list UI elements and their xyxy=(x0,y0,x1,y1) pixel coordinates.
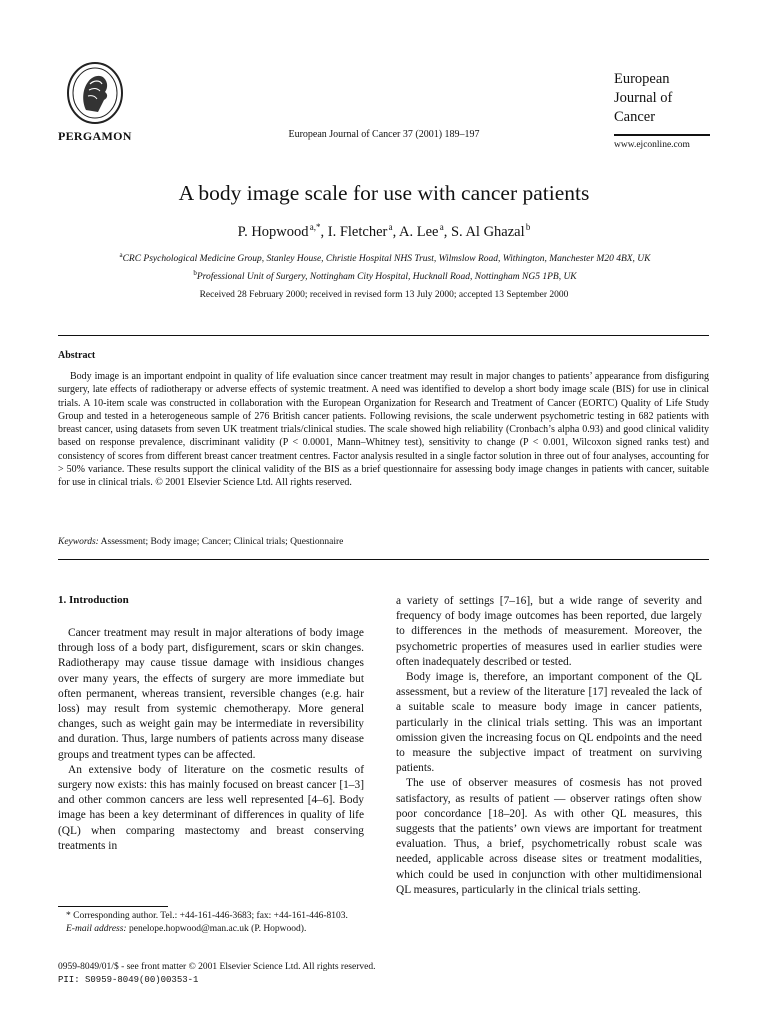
journal-name xyxy=(614,70,714,127)
journal-url[interactable]: www.ejconline.com xyxy=(614,140,690,150)
journal-citation: European Journal of Cancer 37 (2001) 189–197 xyxy=(288,129,480,140)
page-footer xyxy=(58,961,375,987)
right-column xyxy=(396,594,702,898)
author-marks: b xyxy=(525,222,531,232)
paragraph: The use of observer measures of cosmesis has not proved satisfactory, as results of patient — observer ratings often show poor concordance [18–20]. As with other QL measures, this suggests that the patients’ own views are important for treatment evaluation. Thus, a brief, psychometrically robust scale was needed, applicable across disease sites or treatment modalities, which could be used in conjunction with other multidimensional QL measures, particularly in the clinical trials setting. xyxy=(396,777,702,896)
author-marks: a xyxy=(439,222,444,232)
keywords-list: Assessment; Body image; Cancer; Clinical trials; Questionnaire xyxy=(100,537,344,547)
corresponding-author: * Corresponding author. Tel.: +44-161-446-3683; fax: +44-161-446-8103. xyxy=(66,911,348,921)
pii-line: PII: S0959-8049(00)00353-1 xyxy=(58,975,199,985)
keywords xyxy=(58,537,343,547)
paragraph: An extensive body of literature on the cosmetic results of surgery now exists: this has mainly focused on breast cancer [1–3] and other common cancers are less well represented [4–6]. Body image has been a key determinant of differences in quality of life (QL) when comparing mastectomy and breast conserving treatments in xyxy=(58,763,364,852)
paragraph: Body image is, therefore, an important component of the QL assessment, but a review of the literature [17] revealed the lack of a suitable scale to measure body image in cancer patients, particularly in the clinical trials setting. This was an important omission given the increasing focus on QL endpoints and the need to measure the subjective impact of treatment on surviving patients. xyxy=(396,671,702,775)
affiliation-text: Professional Unit of Surgery, Nottingham City Hospital, Hucknall Road, Nottingham NG5 1PB, UK xyxy=(196,271,577,282)
affiliation-text: CRC Psychological Medicine Group, Stanley House, Christie Hospital NHS Trust, Wilmslow Road, Withington, Manchester M20 4BX, UK xyxy=(122,254,651,265)
email-address[interactable]: penelope.hopwood@man.ac.uk (P. Hopwood). xyxy=(128,924,307,934)
keywords-label: Keywords: xyxy=(58,537,99,547)
journal-line: Cancer xyxy=(614,109,656,125)
copyright-line: 0959-8049/01/$ - see front matter © 2001 Elsevier Science Ltd. All rights reserved. xyxy=(58,962,376,972)
author-list: P. Hopwood $^{a,*}$, I. Fletcher $^a$, A. Lee $^a$, S. Al Ghazal $^b$ xyxy=(237,222,531,240)
abstract-heading: Abstract xyxy=(58,350,96,361)
article-title: A body image scale for use with cancer patients xyxy=(178,181,590,205)
journal-divider xyxy=(614,134,710,136)
section-heading: 1. Introduction xyxy=(58,594,129,606)
abstract-bottom-divider xyxy=(58,559,709,560)
pergamon-logo-icon xyxy=(64,60,126,126)
footnote xyxy=(58,910,364,936)
author-marks: a,* xyxy=(309,222,321,232)
email-label: E-mail address: xyxy=(66,924,127,934)
author-name: A. Lee xyxy=(399,223,439,240)
affiliation-mark: a xyxy=(119,251,123,259)
journal-line: Journal of xyxy=(614,90,673,106)
publisher-name: PERGAMON xyxy=(58,129,132,143)
left-column xyxy=(58,626,364,854)
author-name: P. Hopwood xyxy=(237,223,309,240)
affiliation xyxy=(40,249,730,267)
affiliations xyxy=(40,249,730,284)
affiliation xyxy=(40,267,730,285)
journal-line: European xyxy=(614,71,670,87)
footnote-divider xyxy=(58,906,168,907)
author-name: S. Al Ghazal xyxy=(450,223,525,240)
author-marks: a xyxy=(388,222,393,232)
email-line xyxy=(58,923,364,936)
author-name: I. Fletcher xyxy=(327,223,388,240)
paragraph: Cancer treatment may result in major alterations of body image through loss of a body part, disfigurement, scars or skin changes. Radiotherapy may cause tissue damage with insidious changes over many years, the effects of surgery are more immediate but often permanent, whereas transient, reversible changes (e.g. hair loss) may result from systemic chemotherapy. More general changes, such as weight gain may be intermediate in reversibility and duration. Thus, large numbers of patients across many disease groups and treatment types can be affected. xyxy=(58,627,364,761)
received-dates: Received 28 February 2000; received in revised form 13 July 2000; accepted 13 September 2000 xyxy=(199,290,569,300)
affiliation-mark: b xyxy=(193,268,197,277)
abstract-top-divider xyxy=(58,335,709,336)
abstract-text: Body image is an important endpoint in quality of life evaluation since cancer treatment may result in major changes to patients’ appearance from disfiguring surgery, late effects of radiotherapy or adverse effects of systemic treatment. A need was identified to develop a short body image scale (BIS) for use in clinical trials. A 10-item scale was constructed in collaboration with the European Organization for Research and Treatment of Cancer (EORTC) Quality of Life Study Group and tested in a heterogeneous sample of 276 British cancer patients. Following revisions, the scale underwent psychometric testing in 682 patients with breast cancer, using datasets from seven UK treatment trials/clinical studies. The scale showed high reliability (Cronbach’s alpha 0.93) and good clinical validity based on response prevalence, discriminant validity (P < 0.0001, Mann–Whitney test), sensitivity to change (P < 0.001, Wilcoxon signed ranks test) and consistency of scores from different breast cancer treatment centres. Factor analysis resulted in a single factor solution in three out of four analyses, accounting for > 50% variance. These results support the clinical validity of the BIS as a brief questionnaire for assessing body image changes in patients with cancer, suitable for use in clinical trials. © 2001 Elsevier Science Ltd. All rights reserved. xyxy=(58,371,709,489)
paragraph: a variety of settings [7–16], but a wide range of severity and frequency of body image outcomes has been reported, due largely to differences in the methods of measurement. Moreover, the psychometric properties of measures used in earlier studies were often inadequately described or tested. xyxy=(396,595,702,668)
